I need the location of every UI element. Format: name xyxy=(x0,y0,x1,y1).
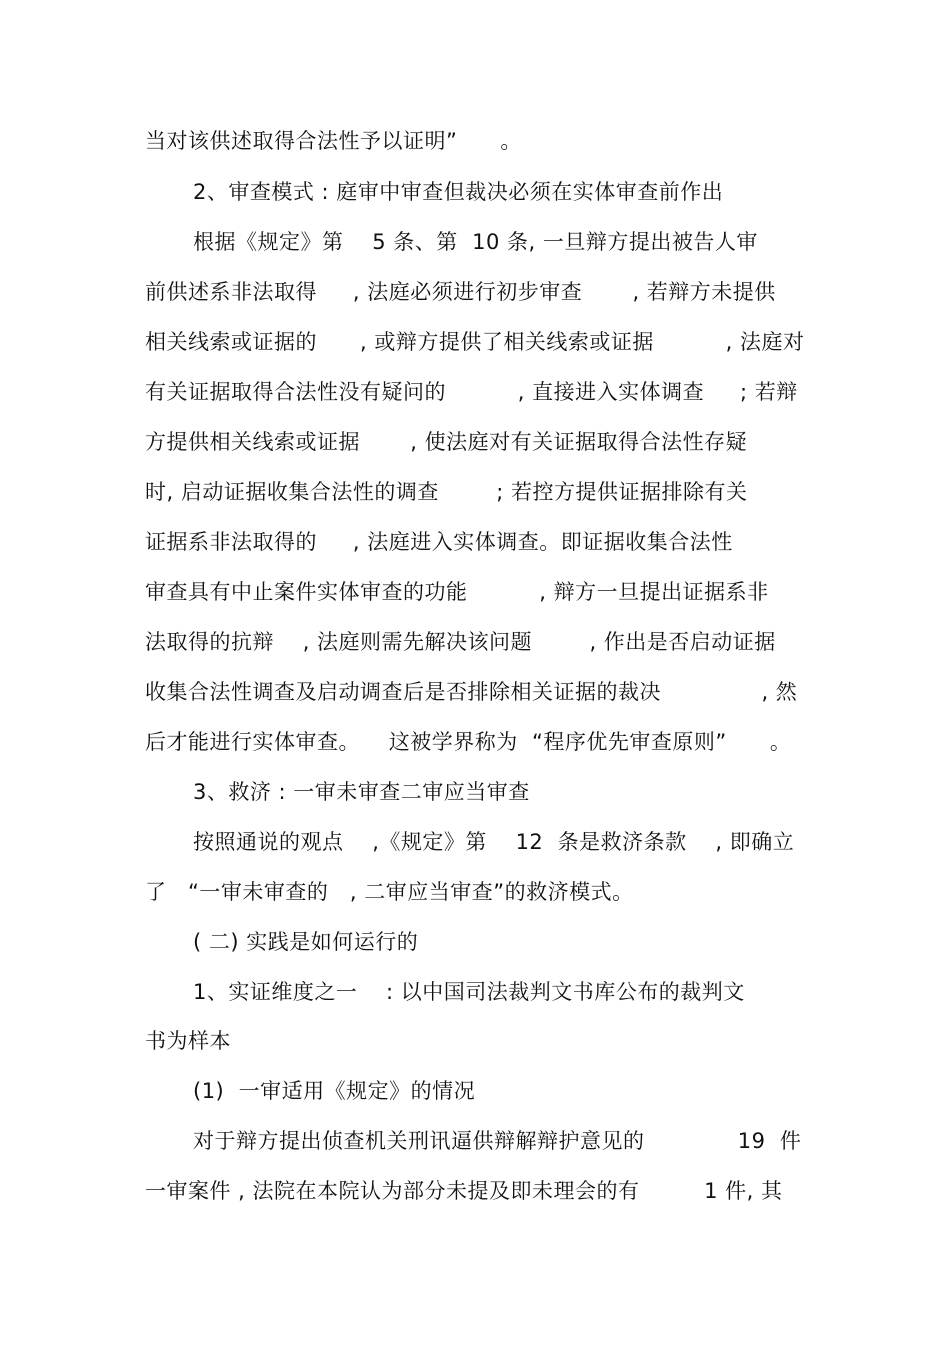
text-line: 法取得的抗辩 , 法庭则需先解决该问题 , 作出是否启动证据 xyxy=(145,630,776,654)
text-line: 书为样本 xyxy=(145,1029,231,1053)
section-heading: 1、实证维度之一 : 以中国司法裁判文书库公布的裁判文 xyxy=(193,980,745,1004)
text-line: 当对该供述取得合法性予以证明” 。 xyxy=(145,129,522,153)
section-heading: (1) 一审适用《规定》的情况 xyxy=(193,1079,476,1103)
text-line: 根据《规定》第 5 条、第 10 条, 一旦辩方提出被告人审 xyxy=(193,230,758,254)
text-line: 后才能进行实体审查。 这被学界称为 “程序优先审查原则” 。 xyxy=(145,730,792,754)
section-heading: ( 二) 实践是如何运行的 xyxy=(193,930,419,954)
section-heading: 3、救济 : 一审未审查二审应当审查 xyxy=(193,780,530,804)
text-line: 证据系非法取得的 , 法庭进入实体调查。即证据收集合法性 xyxy=(145,530,733,554)
text-line: 对于辩方提出侦查机关刑讯逼供辩解辩护意见的 19 件 xyxy=(193,1129,802,1153)
text-line: 按照通说的观点 ,《规定》第 12 条是救济条款 , 即确立 xyxy=(193,830,795,854)
text-line: 方提供相关线索或证据 , 使法庭对有关证据取得合法性存疑 xyxy=(145,430,748,454)
text-line: 时, 启动证据收集合法性的调查 ; 若控方提供证据排除有关 xyxy=(145,480,748,504)
text-line: 相关线索或证据的 , 或辩方提供了相关线索或证据 , 法庭对 xyxy=(145,330,805,354)
text-line: 前供述系非法取得 , 法庭必须进行初步审查 , 若辩方未提供 xyxy=(145,280,776,304)
section-heading: 2、审查模式 : 庭审中审查但裁决必须在实体审查前作出 xyxy=(193,180,724,204)
text-line: 一审案件 , 法院在本院认为部分未提及即未理会的有 1 件, 其 xyxy=(145,1179,783,1203)
text-line: 审查具有中止案件实体审查的功能 , 辩方一旦提出证据系非 xyxy=(145,580,769,604)
text-line: 了 “一审未审查的 , 二审应当审查”的救济模式。 xyxy=(145,880,634,904)
text-line: 有关证据取得合法性没有疑问的 , 直接进入实体调查 ; 若辩 xyxy=(145,380,798,404)
text-line: 收集合法性调查及启动调查后是否排除相关证据的裁决 , 然 xyxy=(145,680,798,704)
